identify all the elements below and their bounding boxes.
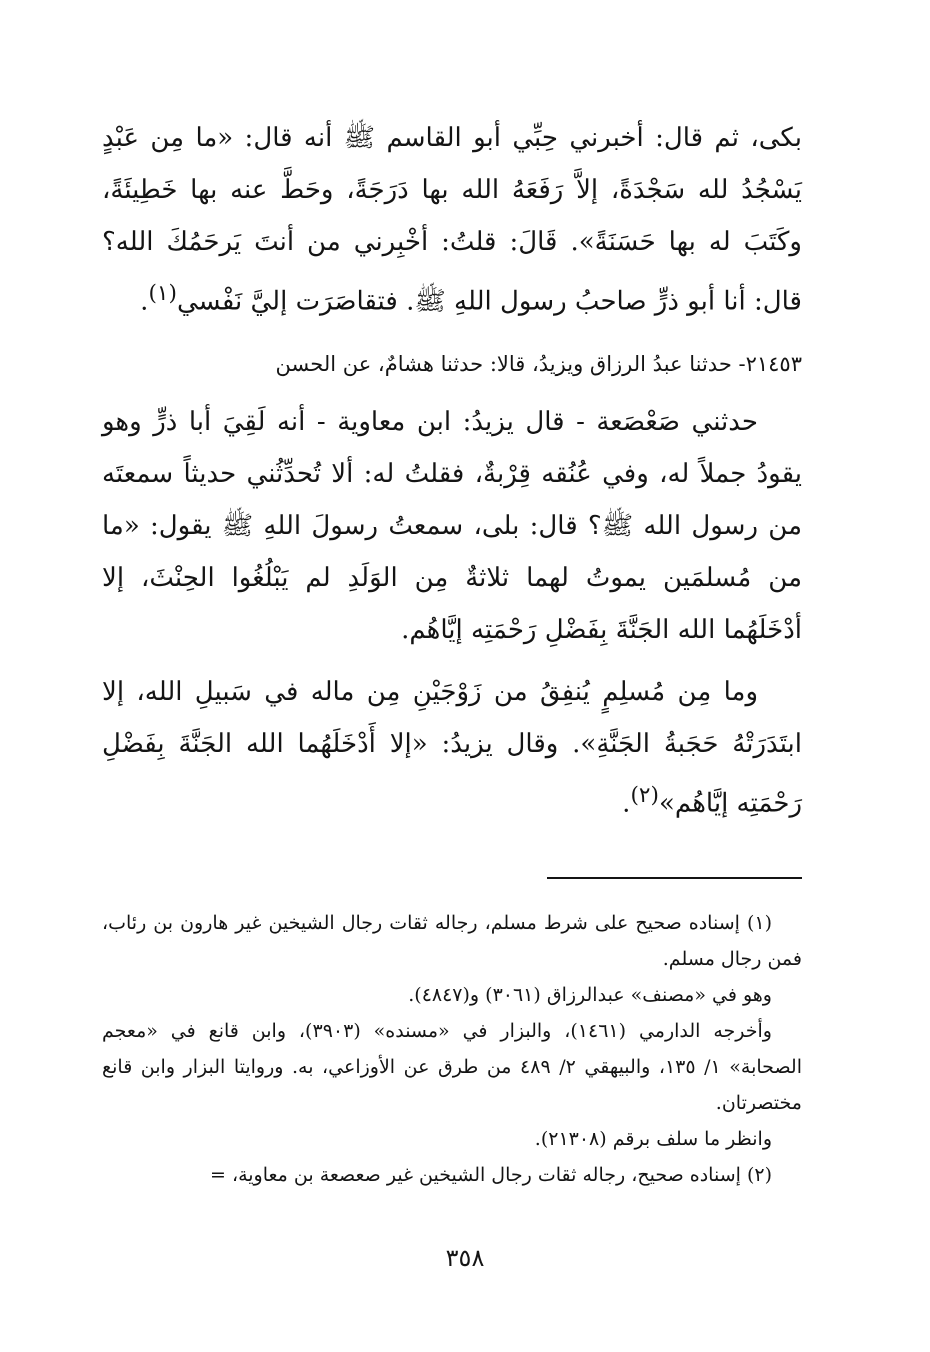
footnote-1-line-d: وانظر ما سلف برقم (٢١٣٠٨). bbox=[534, 1128, 772, 1150]
footnote-marker-2: (٢) bbox=[630, 783, 659, 808]
footnote-1-line-c: وأخرجه الدارمي (١٤٦١)، والبزار في «مسنده» (٣٩٠٣)، وابن قانع في «معجم الصحابة» ١/ ١٣٥، والبيهقي ٢/ ٤٨٩ من طرق عن الأوزاعي، به. وروايتا البزار وابن قانع مختصرتان. bbox=[102, 1020, 802, 1114]
hadith-chain: ٢١٤٥٣- حدثنا عبدُ الرزاق ويزيدُ، قالا: حدثنا هشامٌ، عن الحسن bbox=[275, 352, 802, 376]
paragraph-1-text: بكى، ثم قال: أخبرني حِبِّي أبو القاسم ﷺ أنه قال: «ما مِن عَبْدٍ يَسْجُدُ لله سَجْدَةً، إلاَّ رَفَعَهُ الله بها دَرَجَةً، وحَطَّ عنه بها خَطِيئَةً، وكَتَبَ له بها حَسَنَةً». قَالَ: قلتُ: أخْبِرني من أنتَ يَرحَمُكَ الله؟ قال: أنا أبو ذرٍّ صاحبُ رسول اللهِ ﷺ. فتقاصَرَت إليَّ نَفْسي bbox=[102, 123, 802, 317]
body-paragraph-2: حدثني صَعْصَعة - قال يزيدُ: ابن معاوية - أنه لَقِيَ أبا ذرٍّ وهو يقودُ جملاً له، وفي عُنُقه قِرْبةٌ، فقلتُ له: ألا تُحدِّثُني حديثاً سمعتَه من رسول الله ﷺ؟ قال: بلى، سمعتُ رسولَ اللهِ ﷺ يقول: «ما من مُسلمَين يموتُ لهما ثلاثةٌ مِن الوَلَدِ لم يَبْلُغُوا الحِنْثَ، إلا أدْخَلَهُما الله الجَنَّةَ بِفَضْلِ رَحْمَتِه إيَّاهُم. bbox=[102, 407, 802, 645]
footnote-1-line-a: (١) إسناده صحيح على شرط مسلم، رجاله ثقات رجال الشيخين غير هارون بن رئاب، فمن رجال مسلم. bbox=[102, 912, 802, 970]
footnotes-section bbox=[102, 905, 802, 1193]
main-text-block-2 bbox=[102, 396, 802, 840]
footnote-2-line-a: (٢) إسناده صحيح، رجاله ثقات رجال الشيخين غير صعصعة بن معاوية، = bbox=[209, 1164, 772, 1186]
footnote-marker-1: (١) bbox=[148, 281, 177, 306]
body-paragraph-3 bbox=[102, 666, 802, 830]
footnote-1-line-b: وهو في «مصنف» عبدالرزاق (٣٠٦١) و(٤٨٤٧). bbox=[408, 984, 772, 1006]
paragraph-3-end: . bbox=[622, 788, 631, 819]
main-text-block bbox=[102, 112, 802, 336]
paragraph-3-text: وما مِن مُسلِمٍ يُنفِقُ من زَوْجَيْنِ مِن ماله في سَبيلِ الله، إلا ابتَدَرَتْهُ حَجَبةُ الجَنَّةِ». وقال يزيدُ: «إلا أَدْخَلَهُما الله الجَنَّةَ بِفَضْلِ رَحْمَتِه إيَّاهُم» bbox=[102, 677, 802, 819]
footnote-divider bbox=[547, 877, 802, 879]
paragraph-1-end: . bbox=[140, 286, 149, 317]
body-paragraph-1 bbox=[102, 112, 802, 328]
page-number: ٣٥٨ bbox=[445, 1244, 485, 1272]
